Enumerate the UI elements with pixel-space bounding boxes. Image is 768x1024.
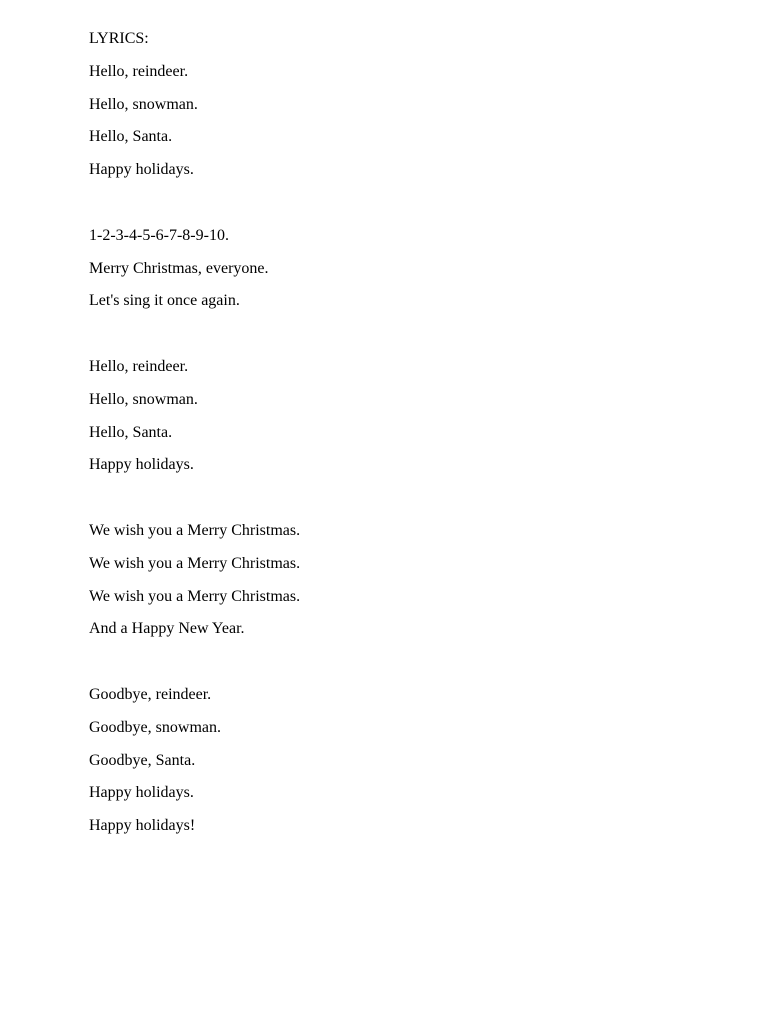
stanza-break xyxy=(89,487,729,520)
lyric-line: We wish you a Merry Christmas. xyxy=(89,554,301,572)
lyric-line: We wish you a Merry Christmas. xyxy=(89,521,301,539)
stanza-break xyxy=(89,323,729,356)
lyric-line: 1-2-3-4-5-6-7-8-9-10. xyxy=(89,226,229,244)
lyric-line: Merry Christmas, everyone. xyxy=(89,259,269,277)
lyric-line: Happy holidays! xyxy=(89,817,196,835)
lyric-line: Happy holidays. xyxy=(89,161,194,179)
stanza-3 xyxy=(89,356,729,487)
stanza-break xyxy=(89,192,729,225)
lyric-line: Hello, Santa. xyxy=(89,423,173,441)
lyric-line: Hello, snowman. xyxy=(89,390,198,408)
stanza-5 xyxy=(89,684,729,848)
lyric-line: Goodbye, snowman. xyxy=(89,718,221,736)
lyric-line: We wish you a Merry Christmas. xyxy=(89,587,301,605)
lyric-line: Happy holidays. xyxy=(89,456,194,474)
lyric-line: And a Happy New Year. xyxy=(89,620,245,638)
stanza-4 xyxy=(89,520,729,651)
lyric-line: Hello, Santa. xyxy=(89,128,173,146)
stanza-2 xyxy=(89,225,729,323)
lyric-line: Hello, reindeer. xyxy=(89,62,189,80)
lyric-line: Let's sing it once again. xyxy=(89,292,240,310)
stanza-break xyxy=(89,651,729,684)
lyric-line: Hello, snowman. xyxy=(89,95,198,113)
stanza-1 xyxy=(89,61,729,192)
lyrics-heading: LYRICS: xyxy=(89,30,149,47)
lyric-line: Goodbye, Santa. xyxy=(89,751,196,769)
lyrics-document xyxy=(89,28,729,848)
lyric-line: Happy holidays. xyxy=(89,784,194,802)
lyric-line: Goodbye, reindeer. xyxy=(89,685,212,703)
lyric-line: Hello, reindeer. xyxy=(89,357,189,375)
